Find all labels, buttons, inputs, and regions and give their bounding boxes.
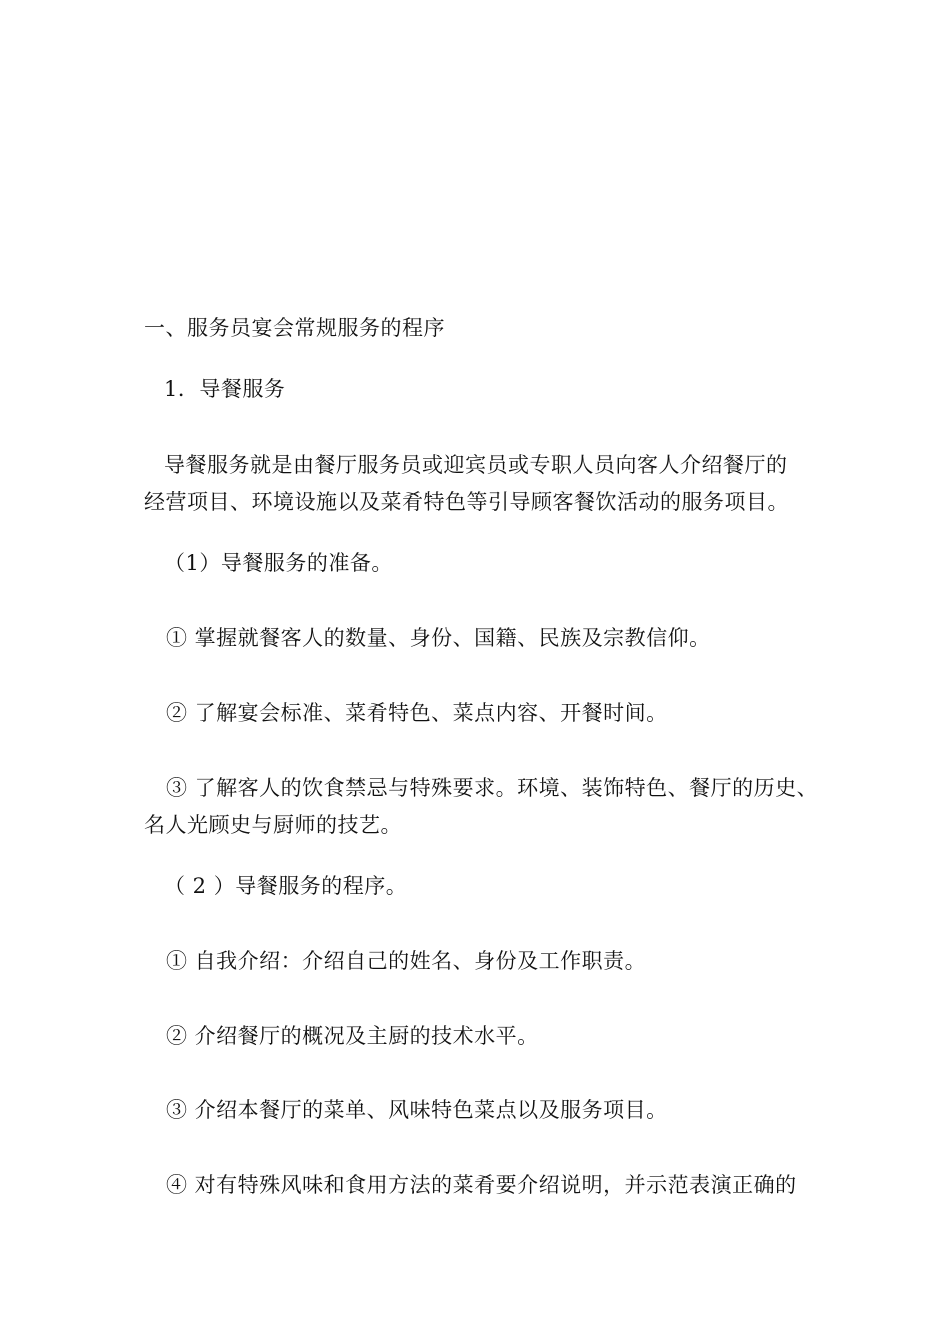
section-title: 一、服务员宴会常规服务的程序 [144,316,445,340]
intro-paragraph-line-2: 经营项目、环境设施以及菜肴特色等引导顾客餐饮活动的服务项目。 [144,490,789,514]
prep-item-3-continuation: 名人光顾史与厨师的技艺。 [144,813,402,837]
intro-paragraph-line-1: 导餐服务就是由餐厅服务员或迎宾员或专职人员向客人介绍餐厅的 [164,453,788,477]
proc-heading: （ 2 ）导餐服务的程序。 [164,874,408,898]
prep-item-2: ② 了解宴会标准、菜肴特色、菜点内容、开餐时间。 [166,701,668,725]
prep-heading: （1）导餐服务的准备。 [164,551,393,575]
prep-item-3: ③ 了解客人的饮食禁忌与特殊要求。环境、装饰特色、餐厅的历史、 [166,776,819,800]
proc-item-1: ① 自我介绍：介绍自己的姓名、身份及工作职责。 [166,949,647,973]
proc-item-3: ③ 介绍本餐厅的菜单、风味特色菜点以及服务项目。 [166,1098,668,1122]
prep-item-1: ① 掌握就餐客人的数量、身份、国籍、民族及宗教信仰。 [166,626,711,650]
proc-item-2: ② 介绍餐厅的概况及主厨的技术水平。 [166,1024,539,1048]
proc-item-4: ④ 对有特殊风味和食用方法的菜肴要介绍说明，并示范表演正确的 [166,1173,797,1197]
subsection-title: 1．导餐服务 [164,377,286,401]
